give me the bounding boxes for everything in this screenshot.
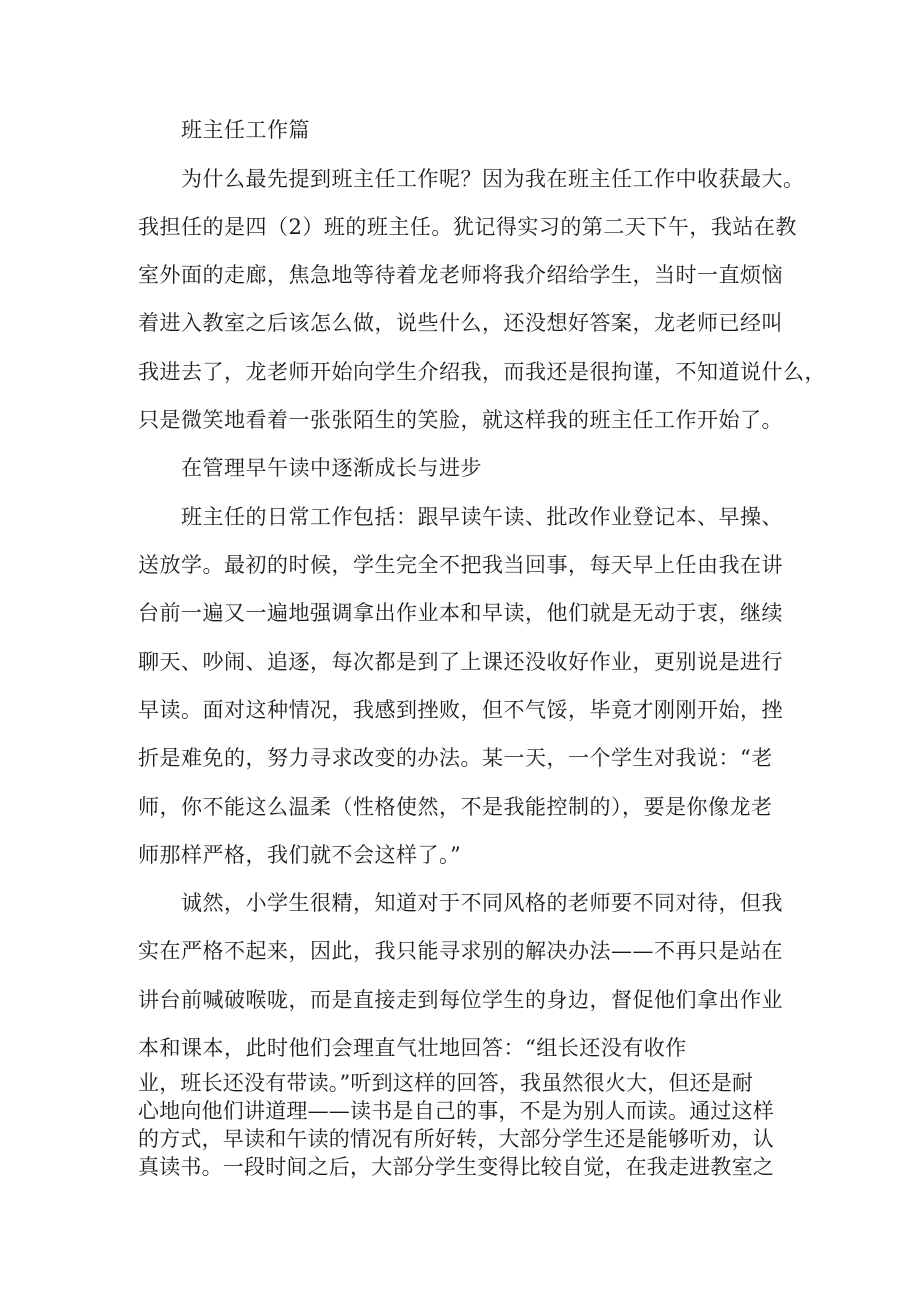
- paragraph-line: 实在严格不起来，因此，我只能寻求别的解决办法——不再只是站在: [138, 939, 783, 963]
- paragraph-line: 本和课本，此时他们会理直气壮地回答：“组长还没有收作: [138, 1036, 687, 1060]
- paragraph-line: 聊天、吵闹、追逐，每次都是到了上课还没收好作业，更别说是进行: [138, 650, 783, 674]
- paragraph-line: 心地向他们讲道理——读书是自己的事，不是为别人而读。通过这样: [138, 1099, 774, 1123]
- paragraph-line: 我进去了，龙老师开始向学生介绍我，而我还是很拘谨，不知道说什么，: [138, 360, 826, 384]
- paragraph-line: 师那样严格，我们就不会这样了。”: [138, 843, 462, 867]
- paragraph-line: 只是微笑地看着一张张陌生的笑脸，就这样我的班主任工作开始了。: [138, 408, 783, 432]
- paragraph-line: 诚然，小学生很精，知道对于不同风格的老师要不同对待，但我: [181, 891, 783, 915]
- paragraph-line: 的方式，早读和午读的情况有所好转，大部分学生还是能够听劝，认: [138, 1127, 774, 1151]
- paragraph-line: 我担任的是四（2）班的班主任。犹记得实习的第二天下午，我站在教: [138, 215, 797, 239]
- paragraph-line: 讲台前喊破喉咙，而是直接走到每位学生的身边，督促他们拿出作业: [138, 988, 783, 1012]
- paragraph-line: 折是难免的，努力寻求改变的办法。某一天，一个学生对我说：“老: [138, 746, 773, 770]
- paragraph-line: 着进入教室之后该怎么做，说些什么，还没想好答案，龙老师已经叫: [138, 311, 783, 335]
- paragraph-line: 台前一遍又一遍地强调拿出作业本和早读，他们就是无动于衷，继续: [138, 601, 783, 625]
- paragraph-line: 业，班长还没有带读。”听到这样的回答，我虽然很火大，但还是耐: [138, 1071, 754, 1095]
- section-heading: 班主任工作篇: [181, 118, 310, 142]
- section-heading: 在管理早午读中逐渐成长与进步: [181, 456, 482, 480]
- paragraph-line: 室外面的走廊，焦急地等待着龙老师将我介绍给学生，当时一直烦恼: [138, 263, 783, 287]
- paragraph-line: 真读书。一段时间之后，大部分学生变得比较自觉，在我走进教室之: [138, 1155, 774, 1179]
- paragraph-line: 师，你不能这么温柔（性格使然，不是我能控制的），要是你像龙老: [138, 795, 773, 819]
- paragraph-line: 送放学。最初的时候，学生完全不把我当回事，每天早上任由我在讲: [138, 553, 783, 577]
- paragraph-line: 早读。面对这种情况，我感到挫败，但不气馁，毕竟才刚刚开始，挫: [138, 698, 783, 722]
- paragraph-line: 为什么最先提到班主任工作呢？因为我在班主任工作中收获最大。: [181, 167, 805, 191]
- paragraph-line: 班主任的日常工作包括：跟早读午读、批改作业登记本、早操、: [181, 505, 783, 529]
